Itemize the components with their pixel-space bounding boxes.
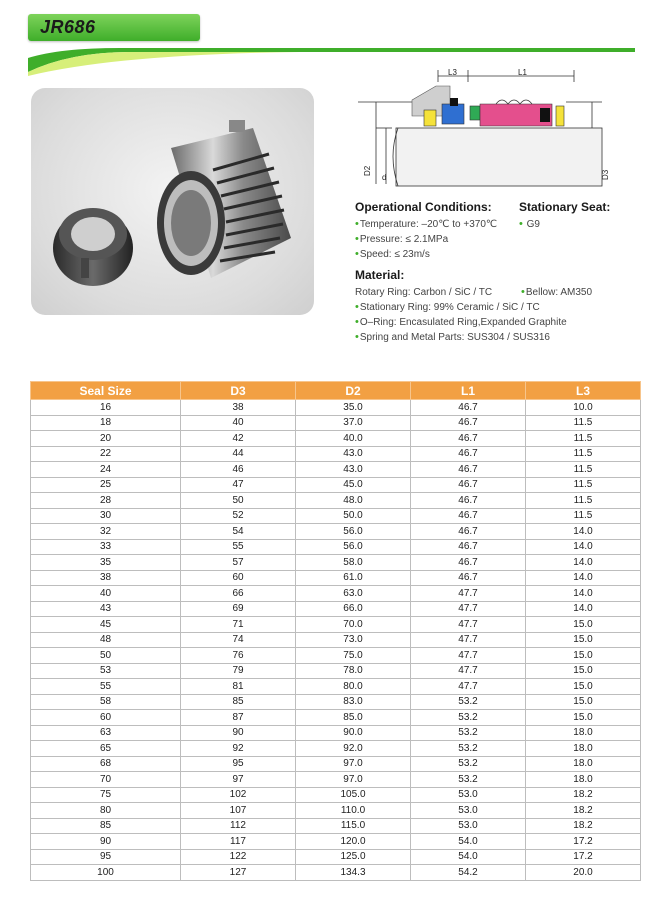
table-row <box>31 679 641 695</box>
table-cell: 45 <box>31 617 181 633</box>
col-header-seal-size: Seal Size <box>31 382 181 400</box>
table-cell: 46.7 <box>411 462 526 478</box>
operational-item: •Pressure: ≤ 2.1MPa <box>355 233 449 245</box>
table-cell: 11.5 <box>526 477 641 493</box>
diagram-label-d: d <box>382 173 387 182</box>
diagram-label-l1: L1 <box>518 68 527 77</box>
table-cell: 73.0 <box>296 632 411 648</box>
operational-heading: Operational Conditions: <box>355 200 492 214</box>
table-cell: 115.0 <box>296 818 411 834</box>
material-rotary: Rotary Ring: Carbon / SiC / TC <box>355 287 493 298</box>
table-cell: 50 <box>31 648 181 664</box>
table-row <box>31 772 641 788</box>
material-heading: Material: <box>355 268 405 282</box>
table-cell: 46.7 <box>411 446 526 462</box>
table-cell: 56.0 <box>296 524 411 540</box>
table-row <box>31 710 641 726</box>
table-cell: 53.2 <box>411 741 526 757</box>
table-row <box>31 617 641 633</box>
table-cell: 58.0 <box>296 555 411 571</box>
diagram-label-l3: L3 <box>448 68 457 77</box>
table-cell: 45.0 <box>296 477 411 493</box>
table-cell: 55 <box>31 679 181 695</box>
table-row <box>31 555 641 571</box>
table-cell: 56.0 <box>296 539 411 555</box>
table-cell: 46.7 <box>411 570 526 586</box>
table-cell: 15.0 <box>526 694 641 710</box>
table-cell: 120.0 <box>296 834 411 850</box>
table-cell: 65 <box>31 741 181 757</box>
table-cell: 17.2 <box>526 834 641 850</box>
table-cell: 15.0 <box>526 710 641 726</box>
table-cell: 46.7 <box>411 539 526 555</box>
table-cell: 53.2 <box>411 756 526 772</box>
bellows-seal-body <box>157 120 291 278</box>
table-cell: 46.7 <box>411 508 526 524</box>
table-cell: 15.0 <box>526 648 641 664</box>
table-row <box>31 462 641 478</box>
table-cell: 53.2 <box>411 710 526 726</box>
table-cell: 110.0 <box>296 803 411 819</box>
table-row <box>31 663 641 679</box>
table-cell: 63 <box>31 725 181 741</box>
table-cell: 76 <box>181 648 296 664</box>
table-cell: 80.0 <box>296 679 411 695</box>
table-cell: 46.7 <box>411 555 526 571</box>
table-cell: 97.0 <box>296 756 411 772</box>
table-cell: 32 <box>31 524 181 540</box>
table-cell: 43 <box>31 601 181 617</box>
table-cell: 53.0 <box>411 787 526 803</box>
table-cell: 85 <box>31 818 181 834</box>
table-cell: 24 <box>31 462 181 478</box>
table-cell: 38 <box>181 400 296 416</box>
stationary-heading: Stationary Seat: <box>519 200 611 214</box>
seal-size-table <box>30 381 641 881</box>
table-row <box>31 834 641 850</box>
table-row <box>31 508 641 524</box>
table-cell: 47.7 <box>411 679 526 695</box>
table-cell: 10.0 <box>526 400 641 416</box>
table-cell: 18.0 <box>526 741 641 757</box>
table-cell: 52 <box>181 508 296 524</box>
table-cell: 15.0 <box>526 679 641 695</box>
table-cell: 47.7 <box>411 586 526 602</box>
material-bellow: •Bellow: AM350 <box>521 286 593 298</box>
table-row <box>31 803 641 819</box>
table-cell: 90 <box>181 725 296 741</box>
table-cell: 54.0 <box>411 834 526 850</box>
table-cell: 48 <box>31 632 181 648</box>
table-cell: 43.0 <box>296 446 411 462</box>
table-row <box>31 601 641 617</box>
table-cell: 74 <box>181 632 296 648</box>
table-cell: 95 <box>181 756 296 772</box>
table-cell: 78.0 <box>296 663 411 679</box>
table-row <box>31 756 641 772</box>
table-cell: 11.5 <box>526 446 641 462</box>
table-cell: 125.0 <box>296 849 411 865</box>
table-cell: 53.0 <box>411 803 526 819</box>
table-cell: 105.0 <box>296 787 411 803</box>
table-cell: 100 <box>31 865 181 881</box>
table-cell: 54.2 <box>411 865 526 881</box>
table-cell: 11.5 <box>526 493 641 509</box>
table-cell: 85.0 <box>296 710 411 726</box>
table-cell: 61.0 <box>296 570 411 586</box>
table-cell: 70.0 <box>296 617 411 633</box>
table-cell: 11.5 <box>526 462 641 478</box>
table-cell: 14.0 <box>526 586 641 602</box>
table-cell: 14.0 <box>526 539 641 555</box>
table-cell: 90 <box>31 834 181 850</box>
table-cell: 18.2 <box>526 818 641 834</box>
table-cell: 40 <box>31 586 181 602</box>
table-cell: 14.0 <box>526 524 641 540</box>
table-cell: 54.0 <box>411 849 526 865</box>
table-cell: 33 <box>31 539 181 555</box>
table-cell: 22 <box>31 446 181 462</box>
table-cell: 25 <box>31 477 181 493</box>
table-cell: 35.0 <box>296 400 411 416</box>
table-row <box>31 415 641 431</box>
material-item: •O–Ring: Encasulated Ring,Expanded Graphite <box>355 316 567 328</box>
table-cell: 46.7 <box>411 415 526 431</box>
product-photo <box>31 88 314 315</box>
table-cell: 85 <box>181 694 296 710</box>
table-cell: 11.5 <box>526 415 641 431</box>
table-cell: 40 <box>181 415 296 431</box>
table-row <box>31 865 641 881</box>
table-row <box>31 818 641 834</box>
table-cell: 97 <box>181 772 296 788</box>
col-header-l1: L1 <box>411 382 526 400</box>
table-cell: 66 <box>181 586 296 602</box>
table-cell: 83.0 <box>296 694 411 710</box>
table-cell: 20 <box>31 431 181 447</box>
table-cell: 112 <box>181 818 296 834</box>
table-header-row <box>31 382 641 400</box>
table-row <box>31 446 641 462</box>
table-cell: 11.5 <box>526 508 641 524</box>
table-cell: 38 <box>31 570 181 586</box>
table-cell: 102 <box>181 787 296 803</box>
table-cell: 47.7 <box>411 663 526 679</box>
table-row <box>31 648 641 664</box>
table-cell: 122 <box>181 849 296 865</box>
col-header-d2: D2 <box>296 382 411 400</box>
table-cell: 58 <box>31 694 181 710</box>
operational-item: •Temperature: –20℃ to +370℃ <box>355 218 498 230</box>
table-cell: 70 <box>31 772 181 788</box>
table-cell: 95 <box>31 849 181 865</box>
table-cell: 90.0 <box>296 725 411 741</box>
table-cell: 28 <box>31 493 181 509</box>
table-cell: 75.0 <box>296 648 411 664</box>
table-cell: 50.0 <box>296 508 411 524</box>
table-row <box>31 586 641 602</box>
table-cell: 47.7 <box>411 617 526 633</box>
table-cell: 69 <box>181 601 296 617</box>
table-cell: 50 <box>181 493 296 509</box>
table-cell: 18 <box>31 415 181 431</box>
table-cell: 57 <box>181 555 296 571</box>
table-cell: 43.0 <box>296 462 411 478</box>
table-cell: 48.0 <box>296 493 411 509</box>
table-row <box>31 539 641 555</box>
table-cell: 71 <box>181 617 296 633</box>
table-cell: 16 <box>31 400 181 416</box>
table-cell: 44 <box>181 446 296 462</box>
table-cell: 35 <box>31 555 181 571</box>
table-cell: 20.0 <box>526 865 641 881</box>
table-cell: 53.2 <box>411 772 526 788</box>
table-row <box>31 400 641 416</box>
material-item: •Stationary Ring: 99% Ceramic / SiC / TC <box>355 301 540 313</box>
table-cell: 17.2 <box>526 849 641 865</box>
table-cell: 30 <box>31 508 181 524</box>
operational-item: •Speed: ≤ 23m/s <box>355 248 430 260</box>
table-cell: 54 <box>181 524 296 540</box>
specifications-block <box>355 200 645 345</box>
table-row <box>31 741 641 757</box>
table-cell: 15.0 <box>526 617 641 633</box>
table-cell: 127 <box>181 865 296 881</box>
col-header-l3: L3 <box>526 382 641 400</box>
table-cell: 46.7 <box>411 493 526 509</box>
table-cell: 18.0 <box>526 772 641 788</box>
table-cell: 11.5 <box>526 431 641 447</box>
title-badge <box>28 14 200 41</box>
table-cell: 117 <box>181 834 296 850</box>
material-item: •Spring and Metal Parts: SUS304 / SUS316 <box>355 331 550 343</box>
table-cell: 53.2 <box>411 694 526 710</box>
table-cell: 134.3 <box>296 865 411 881</box>
table-cell: 87 <box>181 710 296 726</box>
table-cell: 42 <box>181 431 296 447</box>
table-cell: 81 <box>181 679 296 695</box>
table-row <box>31 493 641 509</box>
stationary-seat-ring <box>53 208 133 286</box>
table-cell: 80 <box>31 803 181 819</box>
table-row <box>31 524 641 540</box>
table-row <box>31 570 641 586</box>
diagram-label-d3: D3 <box>601 169 610 180</box>
table-row <box>31 632 641 648</box>
table-row <box>31 725 641 741</box>
table-cell: 68 <box>31 756 181 772</box>
table-cell: 37.0 <box>296 415 411 431</box>
table-cell: 18.0 <box>526 725 641 741</box>
table-cell: 107 <box>181 803 296 819</box>
table-row <box>31 787 641 803</box>
table-cell: 53 <box>31 663 181 679</box>
table-cell: 14.0 <box>526 601 641 617</box>
table-cell: 14.0 <box>526 570 641 586</box>
table-cell: 18.2 <box>526 787 641 803</box>
table-cell: 60 <box>31 710 181 726</box>
product-title: JR686 <box>40 17 96 37</box>
table-row <box>31 694 641 710</box>
table-body <box>31 400 641 881</box>
table-cell: 47.7 <box>411 632 526 648</box>
table-cell: 97.0 <box>296 772 411 788</box>
table-cell: 46 <box>181 462 296 478</box>
table-cell: 15.0 <box>526 663 641 679</box>
stationary-item: • G9 <box>519 218 540 230</box>
table-cell: 46.7 <box>411 431 526 447</box>
table-cell: 46.7 <box>411 477 526 493</box>
table-cell: 66.0 <box>296 601 411 617</box>
table-cell: 92 <box>181 741 296 757</box>
table-cell: 18.2 <box>526 803 641 819</box>
seal-cross-section-diagram <box>352 66 612 190</box>
table-row <box>31 849 641 865</box>
table-row <box>31 431 641 447</box>
table-cell: 53.0 <box>411 818 526 834</box>
table-cell: 75 <box>31 787 181 803</box>
table-cell: 92.0 <box>296 741 411 757</box>
table-cell: 60 <box>181 570 296 586</box>
table-cell: 40.0 <box>296 431 411 447</box>
col-header-d3: D3 <box>181 382 296 400</box>
table-cell: 47 <box>181 477 296 493</box>
table-row <box>31 477 641 493</box>
table-cell: 46.7 <box>411 400 526 416</box>
diagram-label-d2: D2 <box>363 165 372 176</box>
table-cell: 18.0 <box>526 756 641 772</box>
table-cell: 46.7 <box>411 524 526 540</box>
table-cell: 15.0 <box>526 632 641 648</box>
table-cell: 53.2 <box>411 725 526 741</box>
table-cell: 14.0 <box>526 555 641 571</box>
table-cell: 79 <box>181 663 296 679</box>
table-cell: 47.7 <box>411 648 526 664</box>
table-cell: 63.0 <box>296 586 411 602</box>
table-cell: 55 <box>181 539 296 555</box>
table-cell: 47.7 <box>411 601 526 617</box>
